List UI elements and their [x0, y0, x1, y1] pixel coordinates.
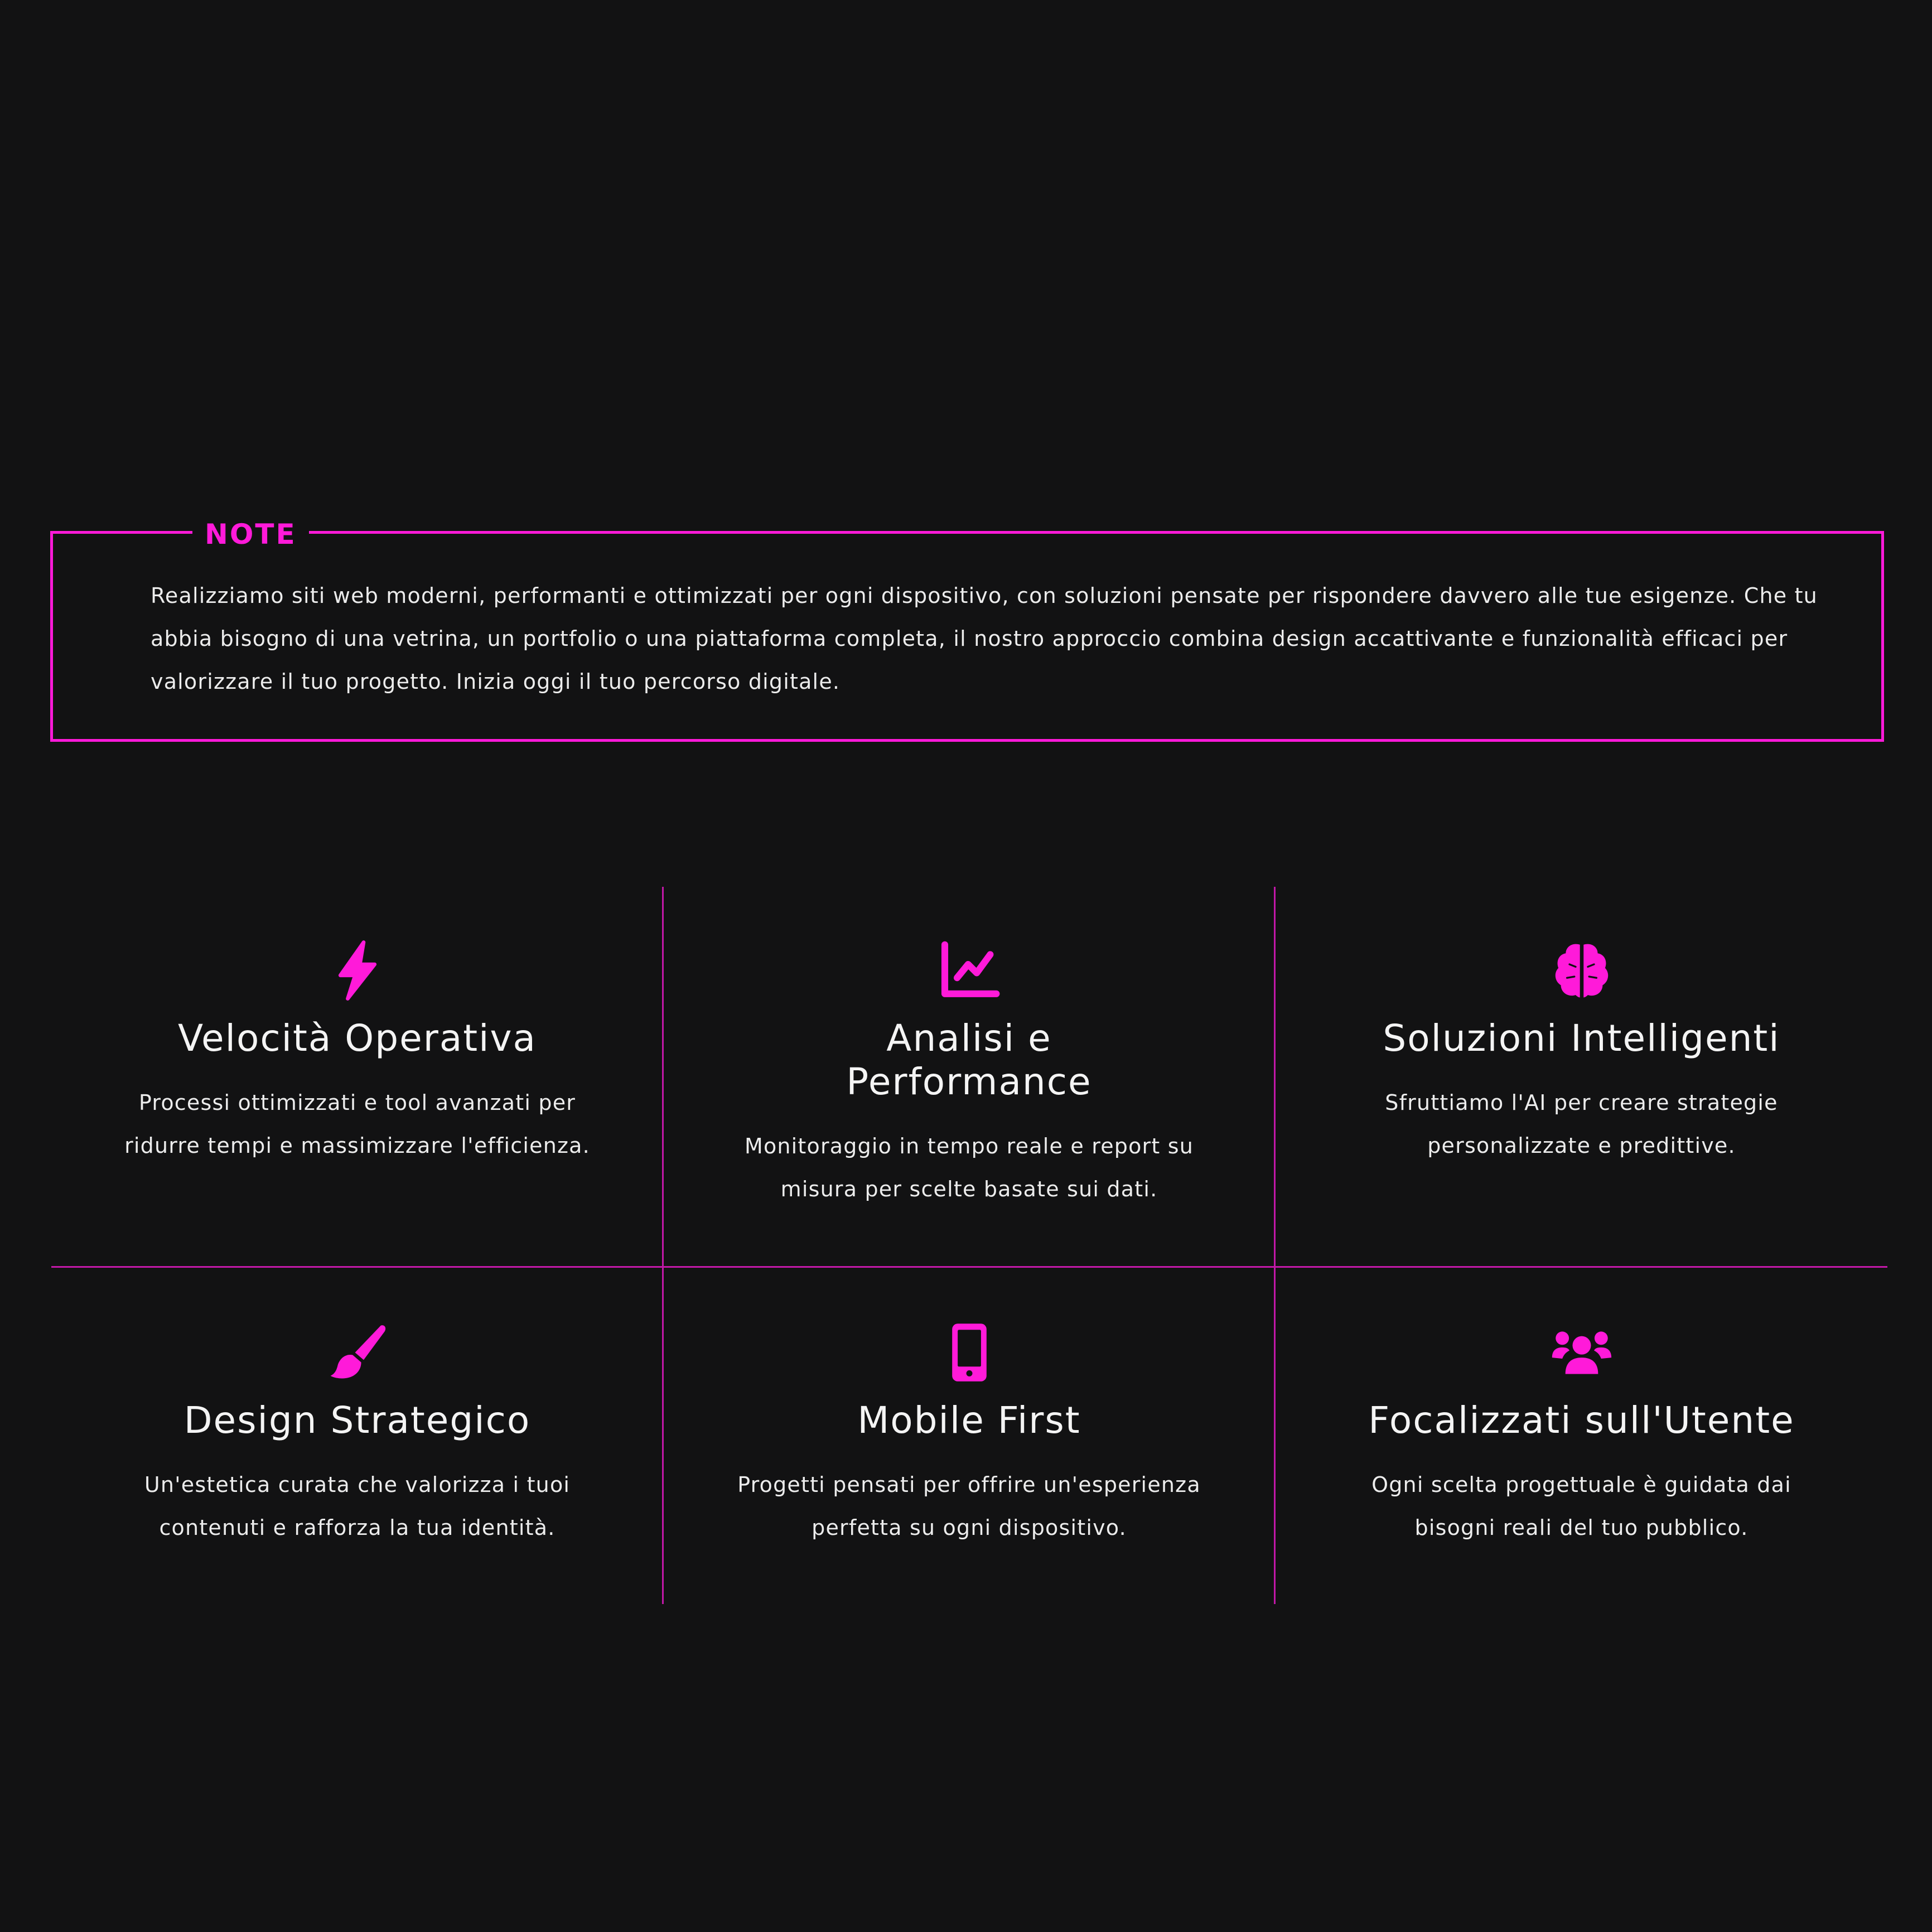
feature-description: Ogni scelta progettuale è guidata dai bisogni reali del tuo pubblico. [1371, 1472, 1791, 1540]
feature-card-analisi [663, 940, 1275, 1211]
feature-title: Analisi e Performance [846, 1017, 1092, 1103]
feature-description: Un'estetica curata che valorizza i tuoi contenuti e rafforza la tua identità. [144, 1472, 571, 1540]
feature-card-design [51, 1322, 663, 1549]
note-label: NOTE [192, 518, 309, 551]
note-text: Realizziamo siti web moderni, performanti e ottimizzati per ogni dispositivo, con soluzioni pensate per rispondere davvero alle tue esigenze. Che tu abbia bisogno di una vetrina, un portfolio o una piattaforma completa, il nostro approccio combina design accattivante e funzionalità efficaci per valorizzare il tuo progetto. Inizia oggi il tuo percorso digitale. [151, 583, 1818, 694]
brain-icon [1551, 940, 1612, 1001]
feature-description: Progetti pensati per offrire un'esperienza perfetta su ogni dispositivo. [737, 1472, 1201, 1540]
grid-divider-horizontal [51, 1266, 1887, 1268]
features-grid [51, 887, 1887, 1604]
mobile-icon [939, 1322, 1000, 1383]
feature-card-velocita [51, 940, 663, 1167]
feature-card-soluzioni [1276, 940, 1887, 1167]
feature-title: Velocità Operativa [177, 1017, 537, 1060]
feature-description: Monitoraggio in tempo reale e report su misura per scelte basate sui dati. [744, 1134, 1194, 1201]
feature-card-mobile [663, 1322, 1275, 1549]
lightning-icon [327, 940, 388, 1001]
paintbrush-icon [327, 1322, 388, 1383]
feature-description: Sfruttiamo l'AI per creare strategie personalizzate e predittive. [1385, 1090, 1778, 1158]
feature-title: Design Strategico [183, 1399, 531, 1442]
feature-title: Focalizzati sull'Utente [1368, 1399, 1795, 1442]
feature-title: Soluzioni Intelligenti [1383, 1017, 1780, 1060]
feature-title: Mobile First [857, 1399, 1081, 1442]
feature-card-utente [1276, 1322, 1887, 1549]
chart-line-icon [939, 940, 1000, 1001]
users-icon [1551, 1322, 1612, 1383]
feature-description: Processi ottimizzati e tool avanzati per ridurre tempi e massimizzare l'efficienza. [124, 1090, 590, 1158]
